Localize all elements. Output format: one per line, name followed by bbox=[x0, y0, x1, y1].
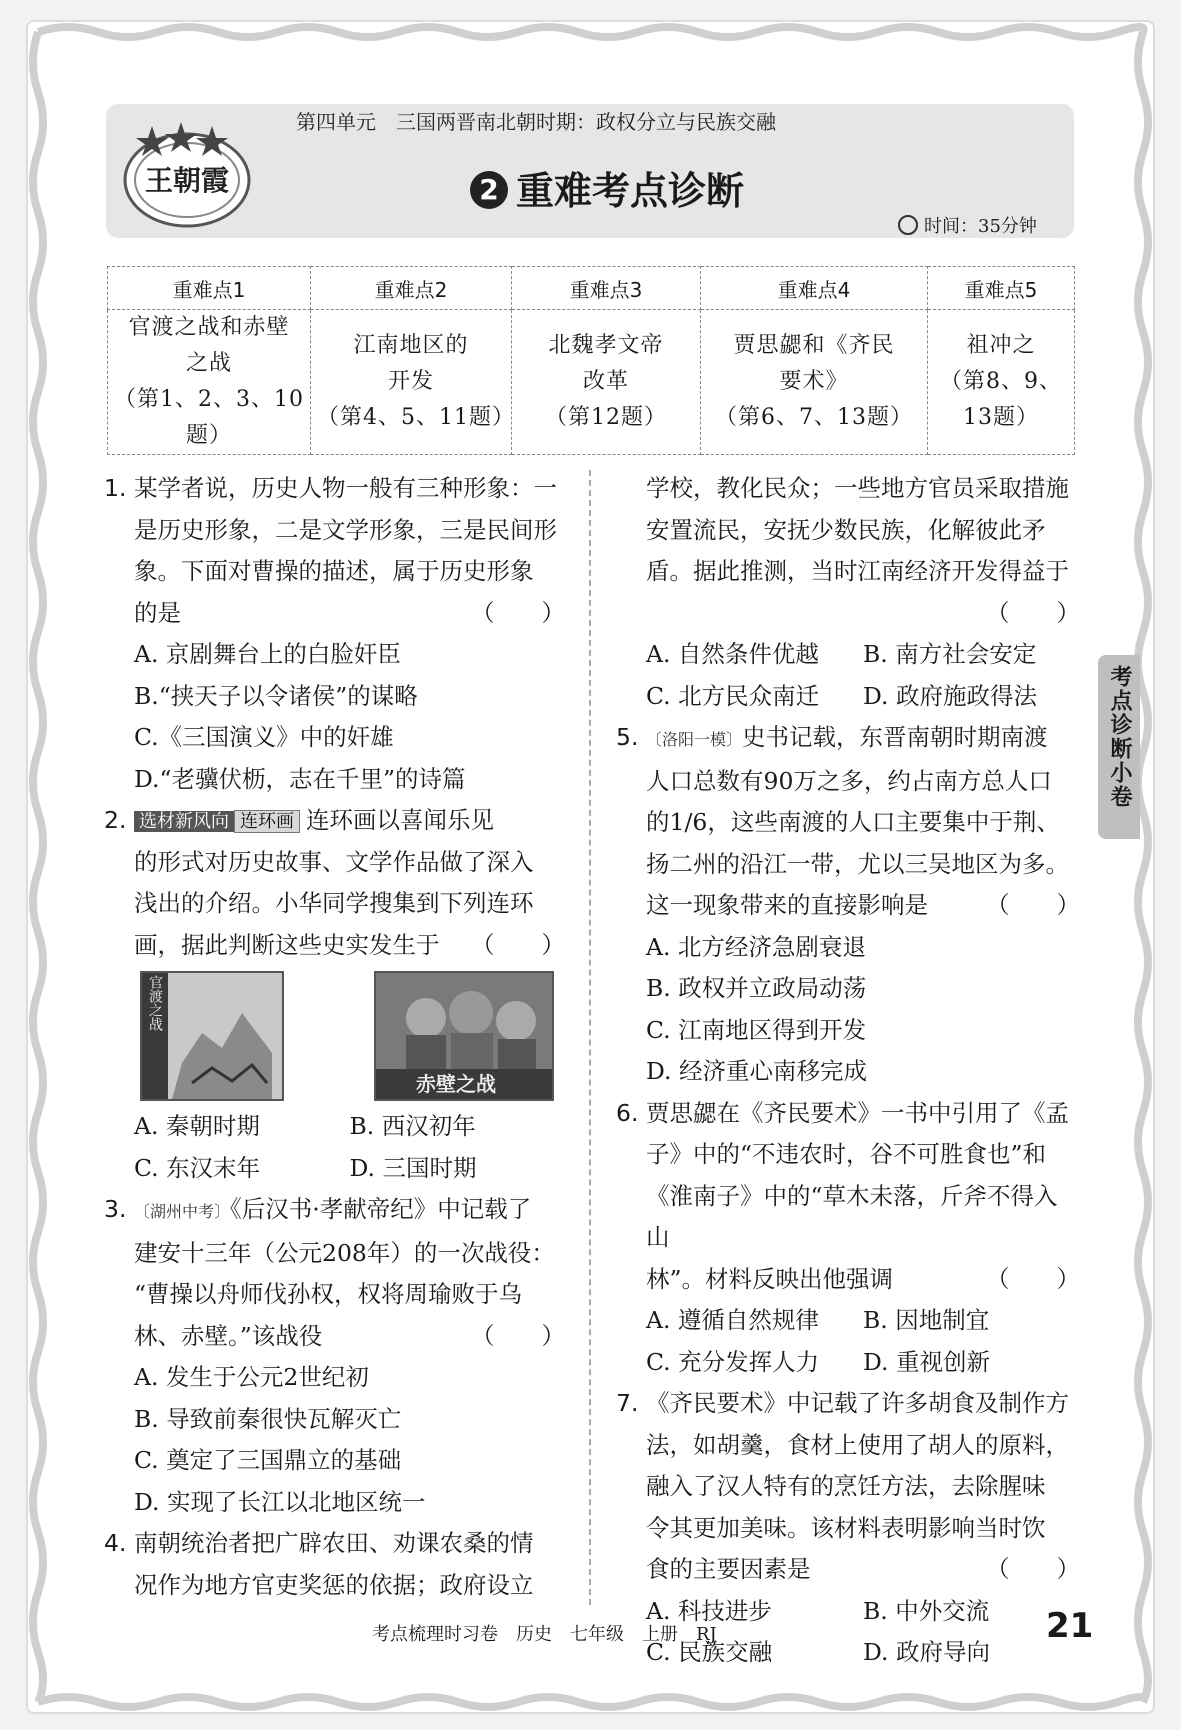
question-text-end: 这一现象带来的直接影响是 bbox=[646, 891, 928, 919]
question-5 bbox=[612, 717, 1080, 927]
question-text: 象。下面对曹操的描述，属于历史形象 bbox=[134, 557, 534, 585]
footer-text: 考点梳理时习卷 历史 七年级 上册 RJ bbox=[372, 1624, 717, 1645]
question-text-end: 林、赤壁。”该战役 bbox=[134, 1321, 323, 1350]
options-row bbox=[100, 1148, 565, 1190]
option-c[interactable]: C. 北方民众南迁 bbox=[646, 681, 820, 710]
question-text: 的1/6，这些南渡的人口主要集中于荆、 bbox=[646, 808, 1060, 836]
question-text: 某学者说，历史人物一般有三种形象：一 bbox=[134, 474, 557, 502]
comic-images bbox=[100, 966, 565, 1106]
question-6 bbox=[612, 1093, 1080, 1301]
cell-line: （第8、9、13题） bbox=[940, 369, 1062, 430]
answer-blank[interactable]: （ ） bbox=[986, 598, 1080, 627]
question-text: 学校，教化民众；一些地方官员采取措施 bbox=[646, 474, 1069, 502]
key-point-header: 重难点2 bbox=[311, 267, 512, 310]
question-text bbox=[134, 1316, 565, 1358]
option-d[interactable]: D. 政府导向 bbox=[863, 1638, 990, 1666]
question-text-end: 的是 bbox=[134, 598, 181, 627]
question-text: 贾思勰在《齐民要术》一书中引用了《孟 bbox=[646, 1098, 1069, 1127]
question-number: 5. bbox=[616, 723, 639, 751]
question-tag bbox=[134, 810, 300, 834]
question-text: 浅出的介绍。小华同学搜集到下列连环 bbox=[134, 889, 534, 917]
cell-line: 官渡之战和赤壁 bbox=[128, 315, 290, 340]
option-a[interactable]: A. 北方经济急剧衰退 bbox=[646, 932, 866, 961]
question-text bbox=[646, 885, 1080, 927]
time-label: 时间：35分钟 bbox=[924, 216, 1037, 237]
options-row bbox=[612, 634, 1080, 676]
svg-text:官渡之战: 官渡之战 bbox=[147, 975, 163, 1031]
question-number: 2. bbox=[104, 806, 127, 834]
cell-line: （第12题） bbox=[545, 405, 667, 430]
question-4 bbox=[100, 1523, 565, 1606]
question-4-continued bbox=[612, 468, 1080, 634]
key-point-header: 重难点5 bbox=[928, 267, 1075, 310]
question-number: 3. bbox=[104, 1195, 127, 1223]
cell-line: 江南地区的 bbox=[353, 333, 469, 358]
option-b[interactable]: B. 政权并立政局动荡 bbox=[646, 974, 867, 1002]
question-text bbox=[646, 1549, 1080, 1591]
key-points-header-row bbox=[108, 267, 1075, 310]
question-text: 建安十三年（公元208年）的一次战役： bbox=[134, 1238, 555, 1267]
question-1 bbox=[100, 468, 565, 634]
cell-line: 北魏孝文帝 bbox=[548, 333, 664, 358]
question-text: 安置流民，安抚少数民族，化解彼此矛 bbox=[646, 515, 1046, 544]
options-row bbox=[612, 1300, 1080, 1342]
question-text: 《齐民要术》中记载了许多胡食及制作方 bbox=[646, 1389, 1069, 1417]
option-b[interactable]: B. 中外交流 bbox=[863, 1596, 990, 1625]
question-text bbox=[646, 1259, 1080, 1301]
answer-blank[interactable]: （ ） bbox=[986, 1555, 1080, 1583]
option-b[interactable]: B. 导致前秦很快瓦解灭亡 bbox=[134, 1404, 402, 1433]
clock-icon bbox=[898, 215, 918, 235]
question-text-start: 史书记载，东晋南朝时期南渡 bbox=[742, 723, 1048, 751]
chibi-illustration bbox=[376, 973, 552, 1099]
question-text: “曹操以舟师伐孙权，权将周瑜败于乌 bbox=[134, 1280, 523, 1308]
option-a[interactable]: A. 科技进步 bbox=[646, 1596, 772, 1625]
time-limit bbox=[898, 212, 1037, 238]
question-text: 《淮南子》中的“草木未落，斤斧不得入山 bbox=[646, 1181, 1058, 1251]
question-number: 6. bbox=[616, 1098, 639, 1127]
question-source: 〔湖州中考〕 bbox=[134, 1202, 231, 1221]
side-tab bbox=[1098, 655, 1140, 839]
question-text bbox=[646, 593, 1080, 635]
cell-line: 改革 bbox=[582, 369, 629, 394]
option-d[interactable]: D. 经济重心南移完成 bbox=[646, 1057, 867, 1085]
option-d[interactable]: D. 三国时期 bbox=[349, 1153, 477, 1182]
key-point-header: 重难点1 bbox=[108, 267, 311, 310]
section-title-text: 重难考点诊断 bbox=[516, 169, 745, 213]
key-point-cell bbox=[311, 310, 515, 455]
publisher-logo-icon bbox=[118, 116, 256, 234]
options-row bbox=[612, 676, 1080, 718]
cell-line: 开发 bbox=[387, 369, 434, 394]
answer-blank[interactable]: （ ） bbox=[471, 598, 565, 627]
key-point-cell bbox=[108, 310, 311, 455]
question-text: 人口总数有90万之多，约占南方总人口 bbox=[646, 766, 1052, 795]
chibi-comic-image bbox=[374, 971, 554, 1101]
question-2 bbox=[100, 800, 565, 966]
key-point-cell bbox=[928, 310, 1075, 455]
option-c[interactable]: C. 东汉末年 bbox=[134, 1153, 261, 1182]
option-c[interactable]: C. 民族交融 bbox=[646, 1638, 773, 1666]
question-text-end: 画，据此判断这些史实发生于 bbox=[134, 930, 440, 959]
option-b[interactable]: B.“挟天子以令诸侯”的谋略 bbox=[134, 681, 418, 710]
option-d[interactable]: D.“老骥伏枥，志在千里”的诗篇 bbox=[134, 764, 466, 793]
tag-new-trend: 选材新风向 bbox=[134, 811, 234, 832]
cell-line: （第6、7、13题） bbox=[715, 405, 913, 430]
option-d[interactable]: D. 政府施政得法 bbox=[863, 681, 1037, 710]
question-number: 1. bbox=[104, 474, 127, 502]
cell-line: 祖冲之 bbox=[966, 333, 1036, 358]
question-text bbox=[646, 717, 1080, 761]
option-c[interactable]: C.《三国演义》中的奸雄 bbox=[134, 723, 394, 751]
option-a[interactable]: A. 秦朝时期 bbox=[134, 1112, 260, 1140]
question-text-start: 《后汉书·孝献帝纪》中记载了 bbox=[230, 1195, 532, 1223]
question-7 bbox=[612, 1383, 1080, 1591]
section-number: 2 bbox=[470, 171, 508, 209]
right-column bbox=[612, 468, 1080, 1674]
key-points-content-row bbox=[108, 310, 1075, 455]
option-c[interactable]: C. 充分发挥人力 bbox=[646, 1347, 820, 1376]
side-tab-label: 考点诊断小卷 bbox=[1107, 665, 1132, 809]
guandu-illustration bbox=[142, 973, 282, 1099]
answer-blank[interactable]: （ ） bbox=[471, 1321, 565, 1350]
question-text bbox=[134, 925, 565, 967]
key-point-cell bbox=[512, 310, 701, 455]
unit-title: 第四单元 三国两晋南北朝时期：政权分立与民族交融 bbox=[296, 110, 776, 134]
key-point-header: 重难点3 bbox=[512, 267, 701, 310]
key-point-header: 重难点4 bbox=[701, 267, 928, 310]
question-3 bbox=[100, 1189, 565, 1357]
option-d[interactable]: D. 实现了长江以北地区统一 bbox=[134, 1487, 426, 1516]
question-number: 7. bbox=[616, 1389, 639, 1417]
question-text: 南朝统治者把广辟农田、劝课农桑的情 bbox=[134, 1529, 534, 1557]
question-text: 况作为地方官吏奖惩的依据；政府设立 bbox=[134, 1570, 534, 1599]
left-column bbox=[100, 468, 565, 1606]
question-text: 扬二州的沿江一带，尤以三吴地区为多。 bbox=[646, 849, 1069, 878]
question-text: 令其更加美味。该材料表明影响当时饮 bbox=[646, 1513, 1046, 1542]
option-b[interactable]: B. 西汉初年 bbox=[349, 1112, 476, 1140]
question-number: 4. bbox=[104, 1529, 127, 1557]
option-d[interactable]: D. 重视创新 bbox=[863, 1347, 990, 1376]
question-text: 是历史形象，二是文学形象，三是民间形 bbox=[134, 515, 557, 544]
question-text: 法，如胡羹，食材上使用了胡人的原料， bbox=[646, 1430, 1069, 1459]
question-text-start: 连环画以喜闻乐见 bbox=[306, 806, 494, 834]
question-text-end: 林”。材料反映出他强调 bbox=[646, 1264, 894, 1293]
key-point-cell bbox=[701, 310, 928, 455]
option-a[interactable]: A. 发生于公元2世纪初 bbox=[134, 1363, 369, 1391]
cell-line: 贾思勰和《齐民 bbox=[733, 333, 895, 358]
tag-comic: 连环画 bbox=[234, 810, 300, 833]
section-title bbox=[470, 160, 744, 215]
question-text: 子》中的“不违农时，谷不可胜食也”和 bbox=[646, 1140, 1047, 1168]
options-row bbox=[612, 1342, 1080, 1384]
svg-text:赤壁之战: 赤壁之战 bbox=[416, 1072, 496, 1096]
question-text: 盾。据此推测，当时江南经济开发得益于 bbox=[646, 557, 1069, 585]
cell-line: （第4、5、11题） bbox=[317, 405, 515, 430]
question-source: 〔洛阳一模〕 bbox=[646, 730, 743, 749]
option-a[interactable]: A. 京剧舞台上的白脸奸臣 bbox=[134, 640, 401, 668]
option-b[interactable]: B. 南方社会安定 bbox=[863, 640, 1037, 668]
key-points-table bbox=[107, 266, 1075, 455]
svg-text:王朝霞: 王朝霞 bbox=[144, 164, 230, 197]
question-text bbox=[134, 800, 565, 842]
option-a[interactable]: A. 遵循自然规律 bbox=[646, 1306, 819, 1334]
guandu-comic-image bbox=[140, 971, 284, 1101]
options-row bbox=[100, 1106, 565, 1148]
answer-blank[interactable]: （ ） bbox=[471, 930, 565, 959]
question-text-end: 食的主要因素是 bbox=[646, 1555, 811, 1583]
cell-line: 之战 bbox=[185, 351, 232, 376]
option-c[interactable]: C. 奠定了三国鼎立的基础 bbox=[134, 1446, 402, 1474]
answer-blank[interactable]: （ ） bbox=[986, 1264, 1080, 1293]
option-c[interactable]: C. 江南地区得到开发 bbox=[646, 1015, 867, 1044]
question-text bbox=[134, 1189, 565, 1233]
question-text bbox=[134, 593, 565, 635]
question-text: 的形式对历史故事、文学作品做了深入 bbox=[134, 847, 534, 876]
column-divider bbox=[589, 470, 591, 1605]
option-b[interactable]: B. 因地制宜 bbox=[863, 1306, 990, 1334]
answer-blank[interactable]: （ ） bbox=[986, 891, 1080, 919]
question-text: 融入了汉人特有的烹饪方法，去除腥味 bbox=[646, 1472, 1046, 1500]
page-number: 21 bbox=[1046, 1606, 1094, 1646]
cell-line: 要术》 bbox=[779, 369, 849, 394]
option-a[interactable]: A. 自然条件优越 bbox=[646, 640, 819, 668]
cell-line: （第1、2、3、10题） bbox=[114, 387, 304, 448]
